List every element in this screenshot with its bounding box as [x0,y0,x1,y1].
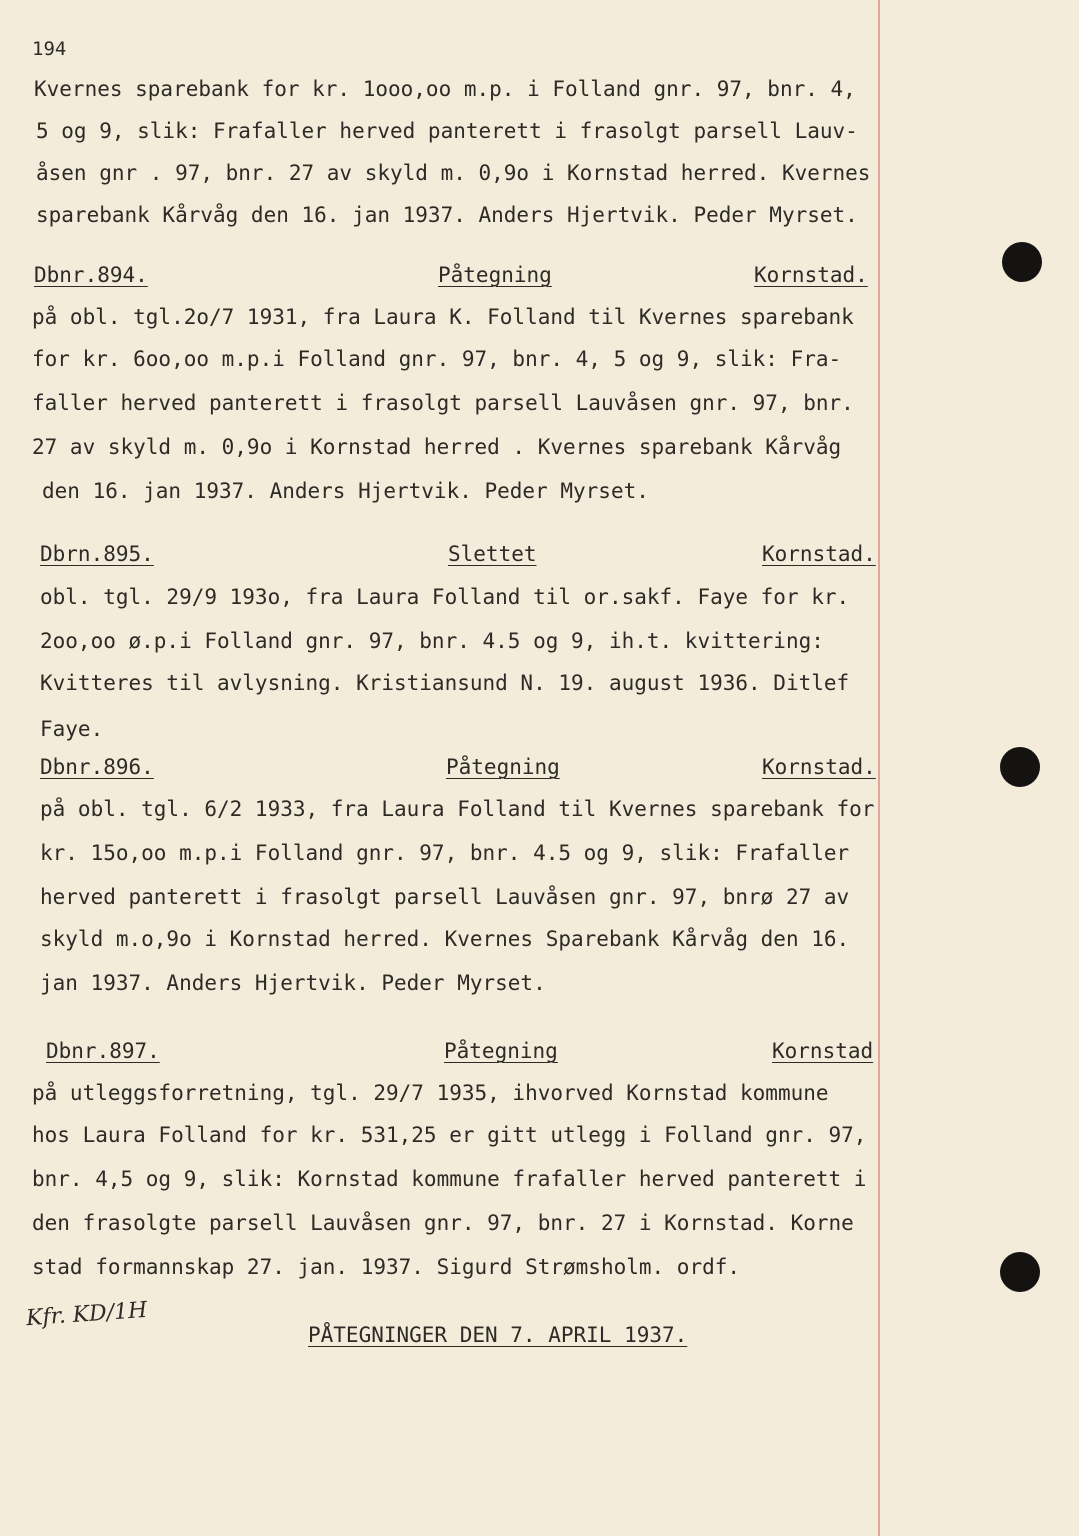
text-line: Kvitteres til avlysning. Kristiansund N. 19. august 1936. Ditlef [40,671,850,695]
punch-hole [1002,242,1042,282]
punch-hole [1000,747,1040,787]
page-number: 194 [32,38,67,60]
footer-heading: PÅTEGNINGER DEN 7. APRIL 1937. [308,1323,688,1347]
entry-type: Slettet [448,542,537,566]
text-line: på obl. tgl.2o/7 1931, fra Laura K. Folland til Kvernes sparebank [32,305,854,329]
entry-type: Påtegning [438,263,552,287]
entry-place: Kornstad. [762,755,876,779]
handwritten-note: Kfr. KD/1H [25,1297,149,1332]
text-line: stad formannskap 27. jan. 1937. Sigurd Strømsholm. ordf. [32,1255,741,1279]
entry-number: Dbnr.897. [46,1039,160,1063]
entry-place: Kornstad. [754,263,868,287]
text-line: på obl. tgl. 6/2 1933, fra Laura Folland til Kvernes sparebank for [40,797,875,821]
text-line: kr. 15o,oo m.p.i Folland gnr. 97, bnr. 4.5 og 9, slik: Frafaller [40,841,850,865]
text-line: Faye. [40,717,104,741]
text-line: 5 og 9, slik: Frafaller herved panterett i frasolgt parsell Lauv- [36,119,858,143]
entry-number: Dbnr.896. [40,755,154,779]
entry-number: Dbnr.894. [34,263,148,287]
punch-hole [1000,1252,1040,1292]
entry-place: Kornstad [772,1039,874,1063]
margin-line [878,0,880,1536]
text-line: 2oo,oo ø.p.i Folland gnr. 97, bnr. 4.5 og 9, ih.t. kvittering: [40,629,824,653]
text-line: den frasolgte parsell Lauvåsen gnr. 97, bnr. 27 i Kornstad. Korne [32,1211,854,1235]
text-line: for kr. 6oo,oo m.p.i Folland gnr. 97, bnr. 4, 5 og 9, slik: Fra- [32,347,842,371]
text-line: 27 av skyld m. 0,9o i Kornstad herred . Kvernes sparebank Kårvåg [32,435,842,459]
text-line: obl. tgl. 29/9 193o, fra Laura Folland til or.sakf. Faye for kr. [40,585,850,609]
entry-number: Dbrn.895. [40,542,154,566]
entry-place: Kornstad. [762,542,876,566]
entry-type: Påtegning [446,755,560,779]
text-line: skyld m.o,9o i Kornstad herred. Kvernes Sparebank Kårvåg den 16. [40,927,850,951]
text-line: faller herved panterett i frasolgt parsell Lauvåsen gnr. 97, bnr. [32,391,854,415]
text-line: herved panterett i frasolgt parsell Lauvåsen gnr. 97, bnrø 27 av [40,885,850,909]
text-line: jan 1937. Anders Hjertvik. Peder Myrset. [40,971,546,995]
text-line: hos Laura Folland for kr. 531,25 er gitt utlegg i Folland gnr. 97, [32,1123,867,1147]
text-line: åsen gnr . 97, bnr. 27 av skyld m. 0,9o i Kornstad herred. Kvernes [36,161,871,185]
text-line: sparebank Kårvåg den 16. jan 1937. Anders Hjertvik. Peder Myrset. [36,203,858,227]
text-line: på utleggsforretning, tgl. 29/7 1935, ihvorved Kornstad kommune [32,1081,829,1105]
text-line: den 16. jan 1937. Anders Hjertvik. Peder Myrset. [42,479,649,503]
entry-type: Påtegning [444,1039,558,1063]
text-line: Kvernes sparebank for kr. 1ooo,oo m.p. i Folland gnr. 97, bnr. 4, [34,77,856,101]
text-line: bnr. 4,5 og 9, slik: Kornstad kommune frafaller herved panterett i [32,1167,867,1191]
